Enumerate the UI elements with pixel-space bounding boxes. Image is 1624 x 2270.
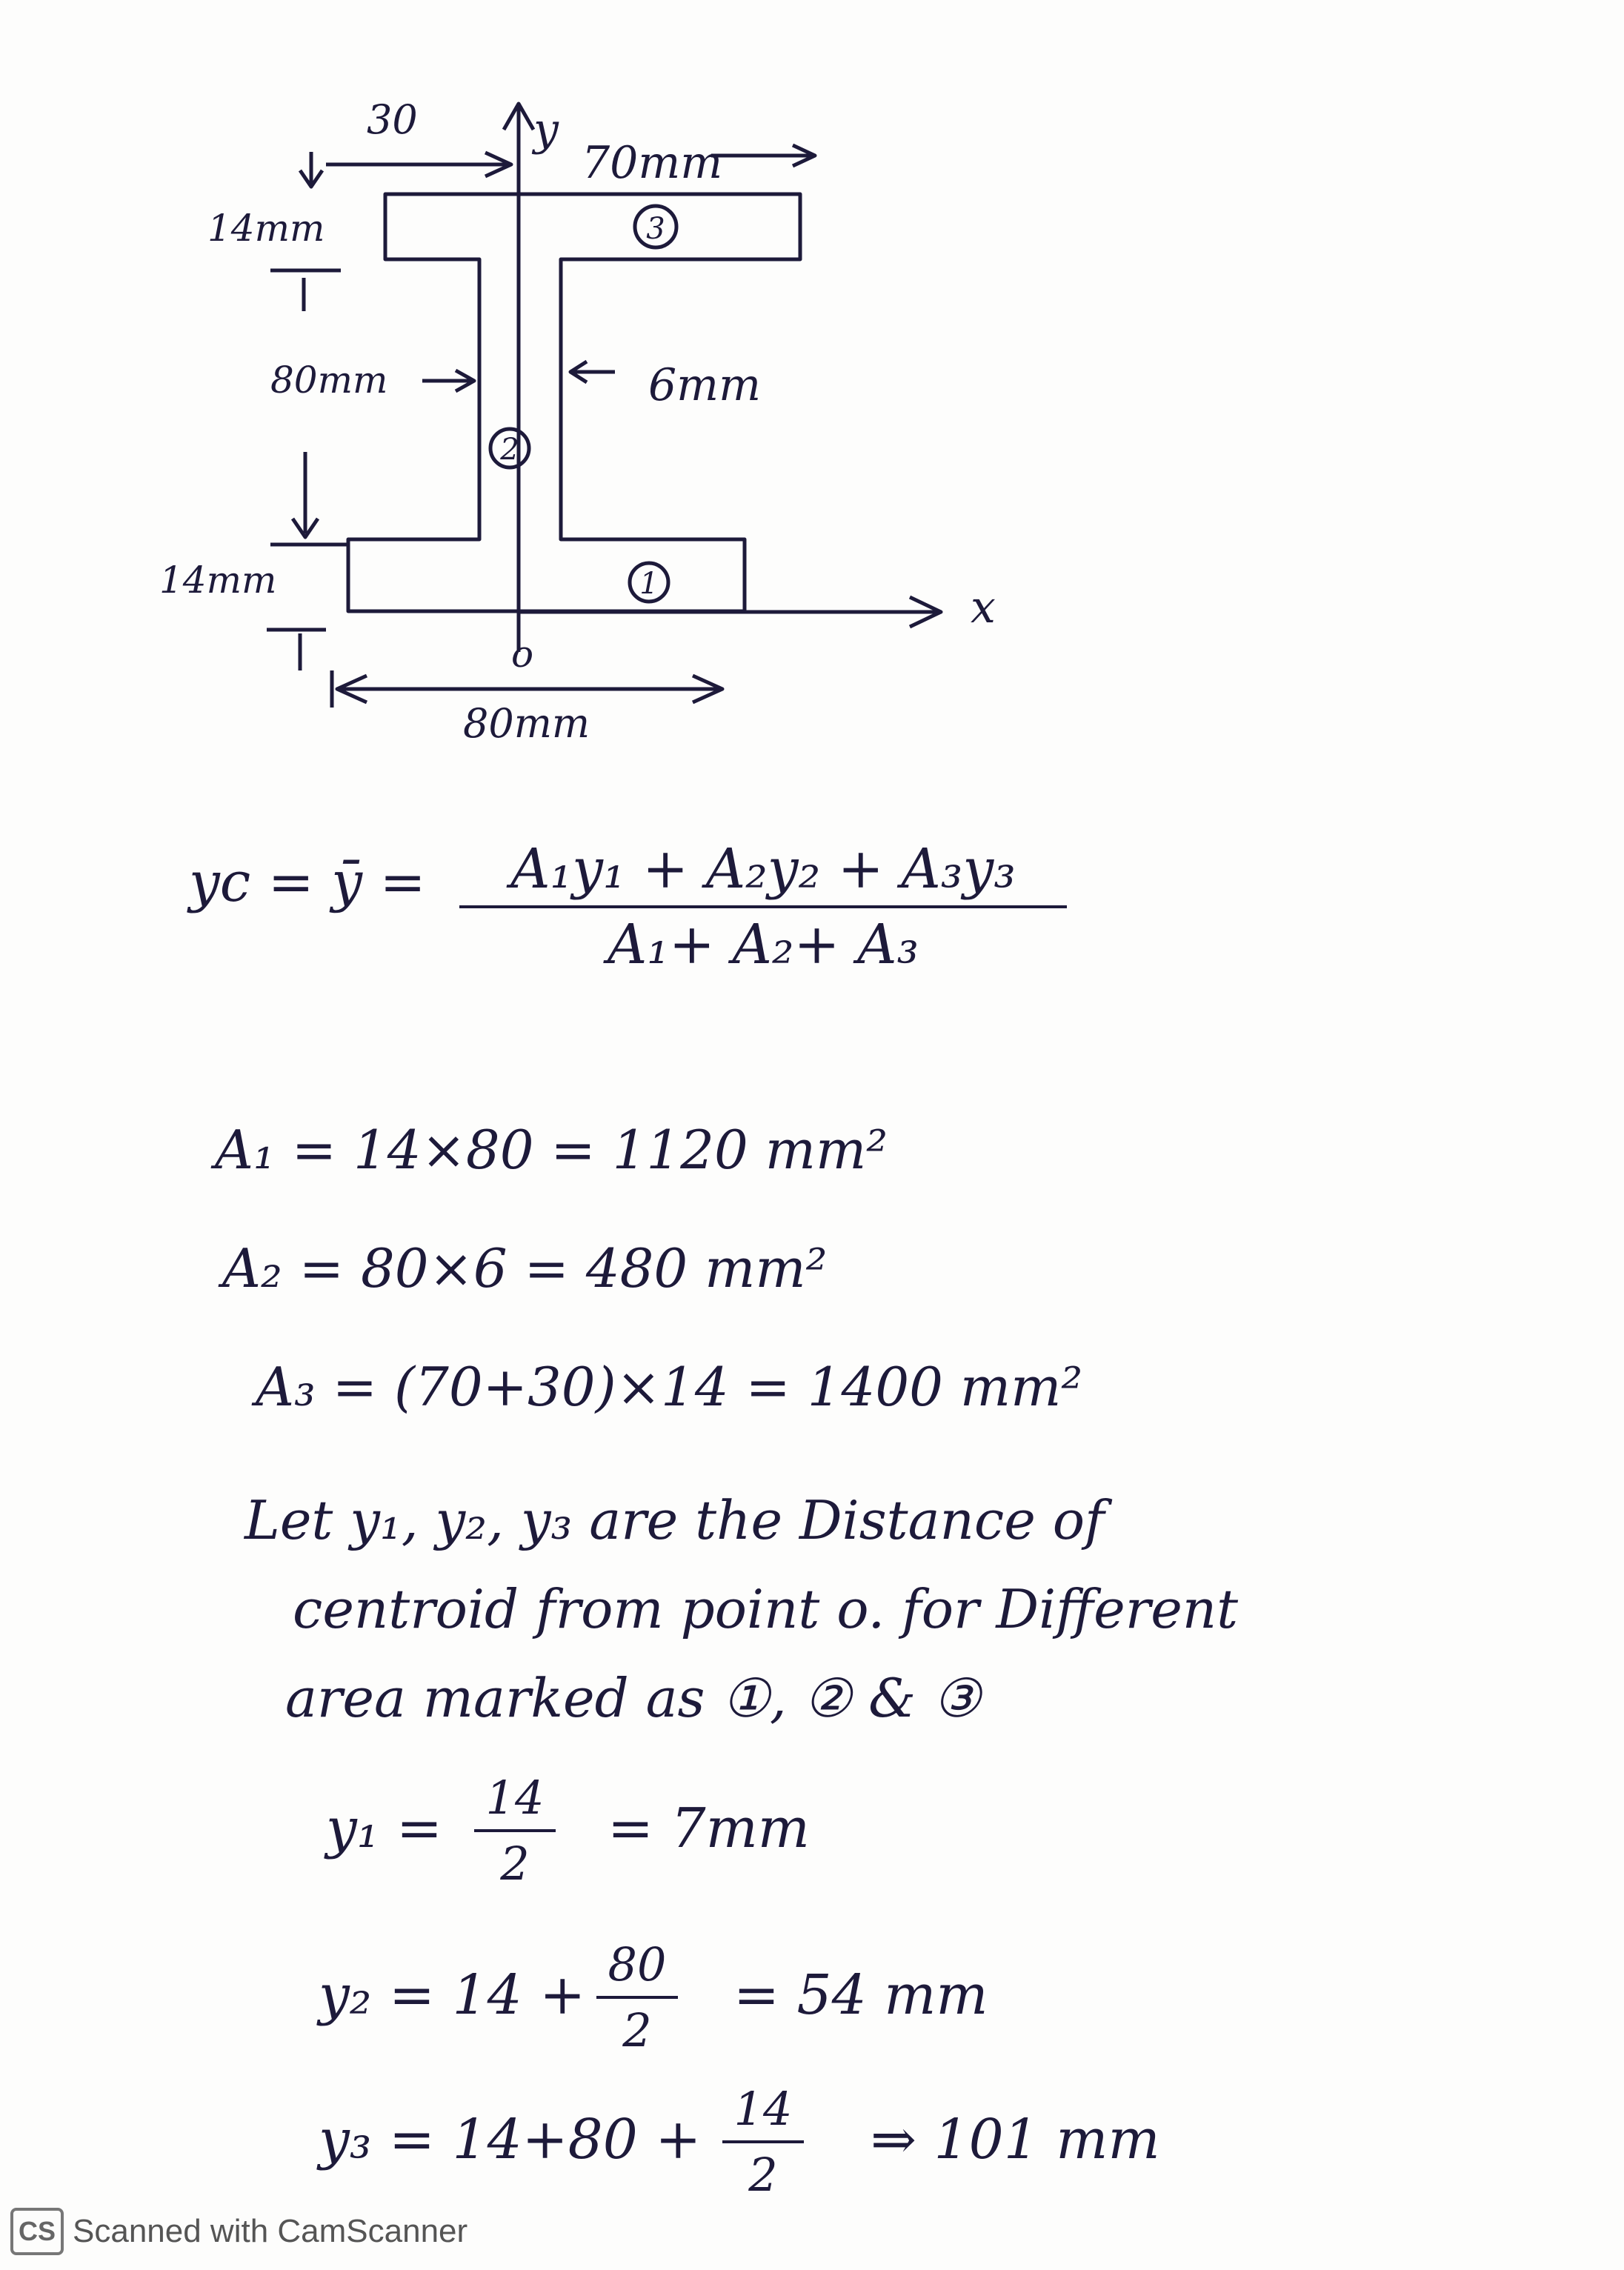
y3-result: ⇒ 101 mm [871, 2108, 1160, 2171]
web-height-label: 80mm [270, 359, 388, 402]
web-thickness-label: 6mm [648, 359, 761, 411]
y2-fraction [596, 1937, 678, 2057]
top-flange-thickness-label: 14mm [207, 207, 325, 250]
y2-prefix: y₂ = 14 + [319, 1963, 586, 2027]
bottom-width-label: 80mm [463, 700, 590, 747]
y1-prefix: y₁ = [326, 1797, 442, 1860]
y2-result: = 54 mm [733, 1963, 988, 2027]
y2-numerator: 80 [608, 1937, 667, 1991]
y2-denominator: 2 [622, 2003, 652, 2057]
y1-fraction [474, 1771, 556, 1891]
origin-label: o [511, 633, 534, 676]
y1-fraction-bar [474, 1829, 556, 1832]
centroid-denominator: A₁+ A₂+ A₃ [607, 913, 919, 976]
centroid-numerator: A₁y₁ + A₂y₂ + A₃y₃ [510, 837, 1016, 901]
area-a3: A₃ = (70+30)×14 = 1400 mm² [256, 1356, 1083, 1418]
camscanner-text: Scanned with CamScanner [73, 2213, 468, 2249]
fraction-bar [459, 905, 1067, 908]
explanation-line-3: area marked as ①, ② & ③ [285, 1667, 981, 1729]
centroid-lhs: yc = ȳ = [189, 851, 426, 914]
region-1-label: 1 [639, 567, 659, 601]
y1-numerator: 14 [485, 1771, 545, 1825]
y2-fraction-bar [596, 1996, 678, 1999]
camscanner-watermark [10, 2208, 467, 2255]
camscanner-logo: CS [10, 2208, 64, 2255]
top-left-dim-label: 30 [367, 96, 418, 143]
area-a2: A₂ = 80×6 = 480 mm² [222, 1237, 828, 1299]
i-section-diagram [0, 0, 1624, 785]
explanation-line-2: centroid from point o. for Different [293, 1578, 1239, 1640]
y3-fraction-bar [722, 2140, 804, 2143]
y1-denominator: 2 [500, 1837, 530, 1891]
region-3-label: 3 [646, 212, 665, 246]
top-right-dim-label: 70mm [582, 137, 723, 189]
x-axis-label: x [971, 582, 996, 633]
region-2-label: 2 [500, 433, 519, 467]
y3-prefix: y₃ = 14+80 + [319, 2108, 702, 2171]
y3-fraction [722, 2082, 804, 2202]
y3-denominator: 2 [748, 2148, 778, 2202]
y-axis-label: y [533, 104, 559, 156]
y1-result: = 7mm [608, 1797, 810, 1860]
area-a1: A₁ = 14×80 = 1120 mm² [215, 1119, 888, 1181]
centroid-fraction [459, 837, 1067, 976]
explanation-line-1: Let y₁, y₂, y₃ are the Distance of [244, 1489, 1105, 1551]
bottom-flange-thickness-label: 14mm [159, 559, 277, 602]
y3-numerator: 14 [733, 2082, 793, 2136]
